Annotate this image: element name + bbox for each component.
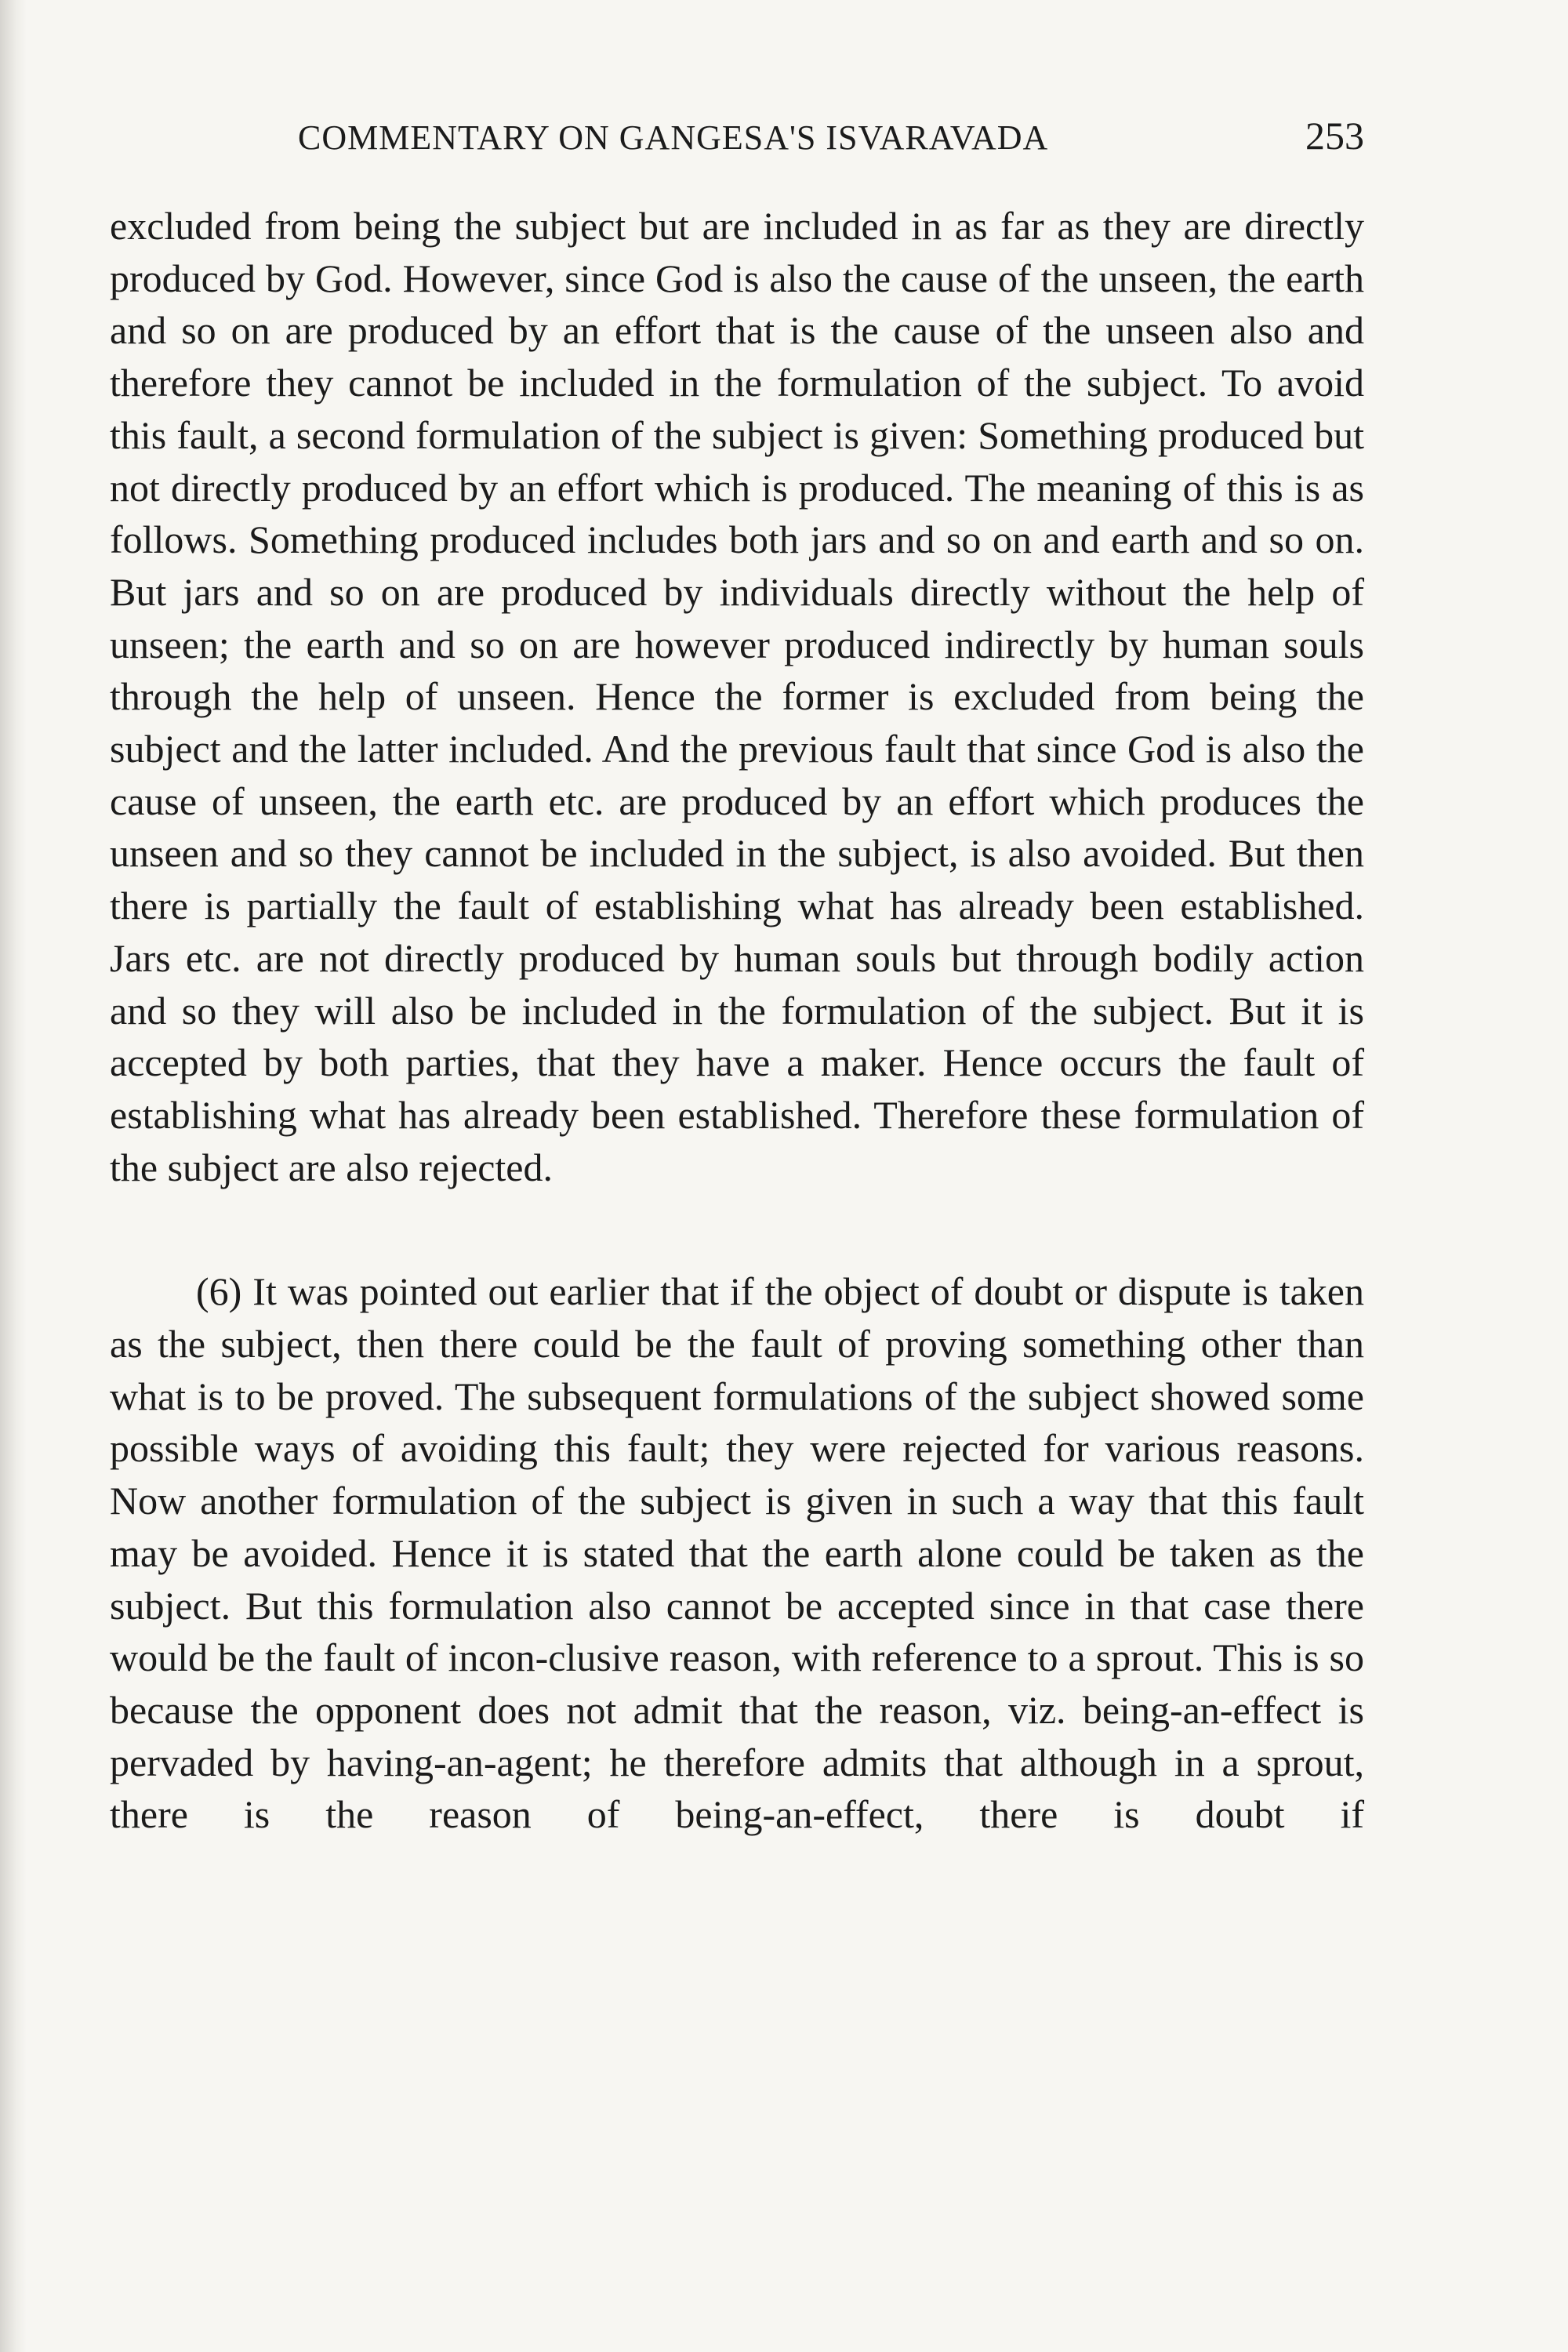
body-text bbox=[110, 200, 1364, 1841]
paragraph-1: excluded from being the subject but are included in as far as they are directly produced by God. However, since God is also the cause of the unseen, the earth and so on are produced by an effort that is the cause of the unseen also and therefore they cannot be included in the formulation of the subject. To avoid this fault, a second formulation of the subject is given: Something produced but not directly produced by an effort which is produced. The meaning of this is as follows. Something produced includes both jars and so on and earth and so on. But jars and so on are produced by individuals directly without the help of unseen; the earth and so on are however produced indirectly by human souls through the help of unseen. Hence the former is excluded from being the subject and the latter included. And the previous fault that since God is also the cause of unseen, the earth etc. are produced by an effort which produces the unseen and so they cannot be included in the subject, is also avoided. But then there is partially the fault of establishing what has already been established. Jars etc. are not directly produced by human souls but through bodily action and so they will also be included in the formulation of the subject. But it is accepted by both parties, that they have a maker. Hence occurs the fault of establishing what has already been established. Therefore these formulation of the subject are also rejected. bbox=[110, 204, 1364, 1189]
running-head bbox=[298, 114, 1364, 165]
page-number: 253 bbox=[1305, 114, 1364, 158]
running-title: COMMENTARY ON GANGESA'S ISVARAVADA bbox=[298, 118, 1049, 157]
paragraph-2: (6) It was pointed out earlier that if the object of doubt or dispute is taken as the subject, then there could be the fault of proving something other than what is to be proved. The subsequent formulations of the subject showed some possible ways of avoiding this fault; they were rejected for various reasons. Now another formulation of the subject is given in such a way that this fault may be avoided. Hence it is stated that the earth alone could be taken as the subject. But this formulation also cannot be accepted since in that case there would be the fault of incon-clusive reason, with reference to a sprout. This is so because the opponent does not admit that the reason, viz. being-an-effect is pervaded by having-an-agent; he therefore admits that although in a sprout, there is the reason of being-an-effect, there is doubt if bbox=[110, 1269, 1364, 1837]
page-edge-shadow bbox=[0, 0, 27, 2352]
